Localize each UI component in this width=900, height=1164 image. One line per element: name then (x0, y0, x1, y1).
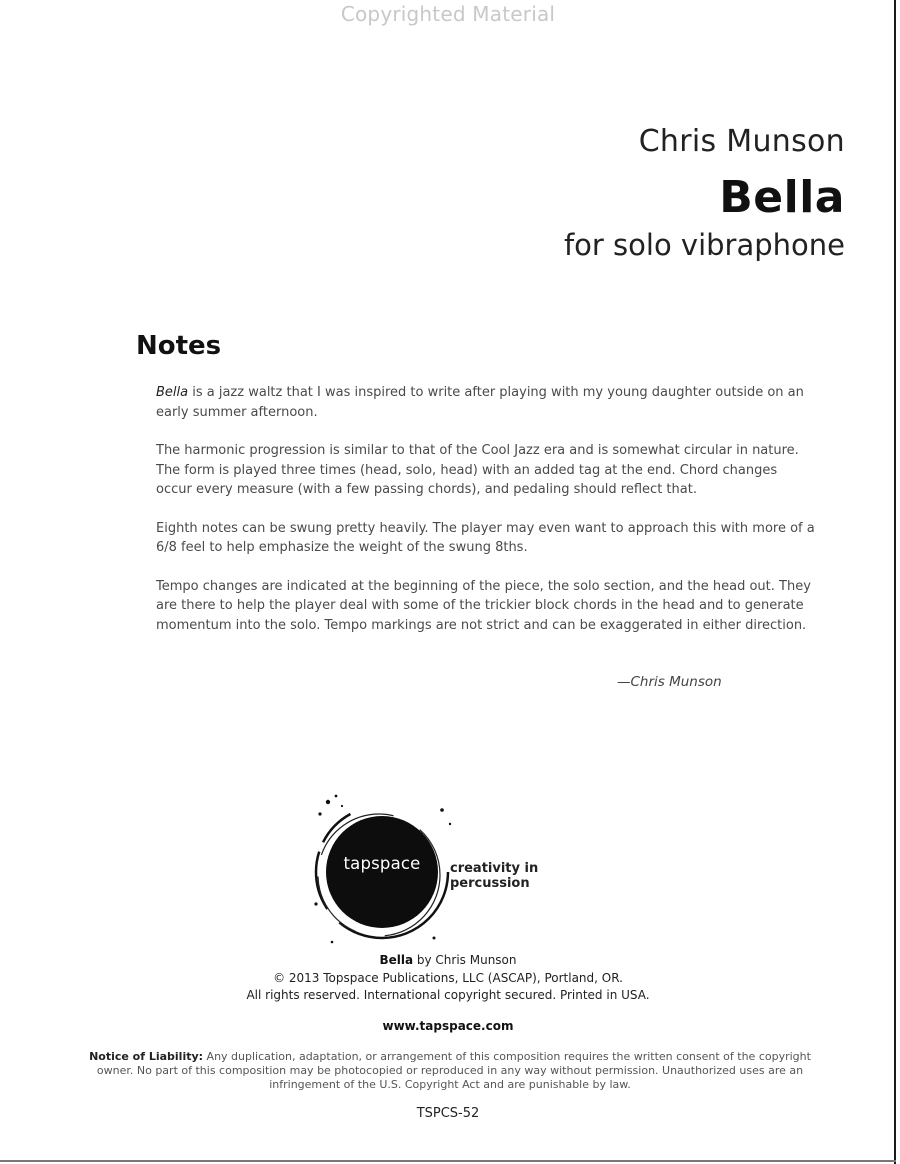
logo-tagline: creativity in percussion (450, 861, 539, 891)
notes-paragraph-3: Eighth notes can be swung pretty heavily. The player may even want to approach this with more of a 6/8 feel to help emphasize the weight of the swung 8ths. (156, 520, 815, 555)
notice-text: Any duplication, adaptation, or arrangement of this composition requires the written consent of the copyright owner. No part of this composition may be photocopied or reproduced in any way without permission. Unauthorized uses are an infringement of the U.S. Copyright Act and are punishable by law. (96, 1050, 811, 1091)
page-bottom-rule (0, 1160, 896, 1162)
copyright-watermark: Copyrighted Material (340, 2, 556, 26)
catalog-number: TSPCS-52 (416, 1106, 480, 1121)
piece-title-inline: Bella (156, 385, 189, 400)
notes-paragraph-1-text: is a jazz waltz that I was inspired to write after playing with my young daughter outside on an early summer afternoon. (156, 385, 804, 420)
notes-body (156, 383, 816, 654)
copyright-line-1 (0, 952, 896, 970)
tapspace-logo (312, 792, 612, 952)
notice-of-liability (85, 1050, 815, 1092)
work-by: by Chris Munson (413, 953, 517, 967)
notice-label: Notice of Liability: (89, 1050, 204, 1063)
notes-paragraph-2: The harmonic progression is similar to that of the Cool Jazz era and is somewhat circular in nature. The form is played three times (head, solo, head) with an added tag at the end. Chord changes occur every measure (with a few passing chords), and pedaling should reflect that. (156, 443, 799, 497)
copyright-line-3: All rights reserved. International copyright secured. Printed in USA. (246, 988, 650, 1002)
piece-title: Bella (719, 172, 845, 223)
composer-name: Chris Munson (638, 124, 845, 159)
notes-paragraph-4: Tempo changes are indicated at the beginning of the piece, the solo section, and the head out. They are there to help the player deal with some of the trickier block chords in the head and to generate momentum into the solo. Tempo markings are not strict and can be exaggerated in either direction. (156, 578, 811, 633)
logo-wordmark: tapspace (343, 854, 421, 873)
notes-heading: Notes (136, 331, 222, 361)
copyright-line-2: © 2013 Topspace Publications, LLC (ASCAP), Portland, OR. (273, 970, 623, 985)
publisher-website-link[interactable]: www.tapspace.com (382, 1019, 514, 1033)
work-title: Bella (379, 953, 414, 967)
notes-signature: —Chris Munson (617, 674, 722, 690)
notes-paragraph-1 (156, 383, 816, 422)
copyright-block (0, 952, 896, 1005)
instrumentation: for solo vibraphone (563, 228, 845, 262)
